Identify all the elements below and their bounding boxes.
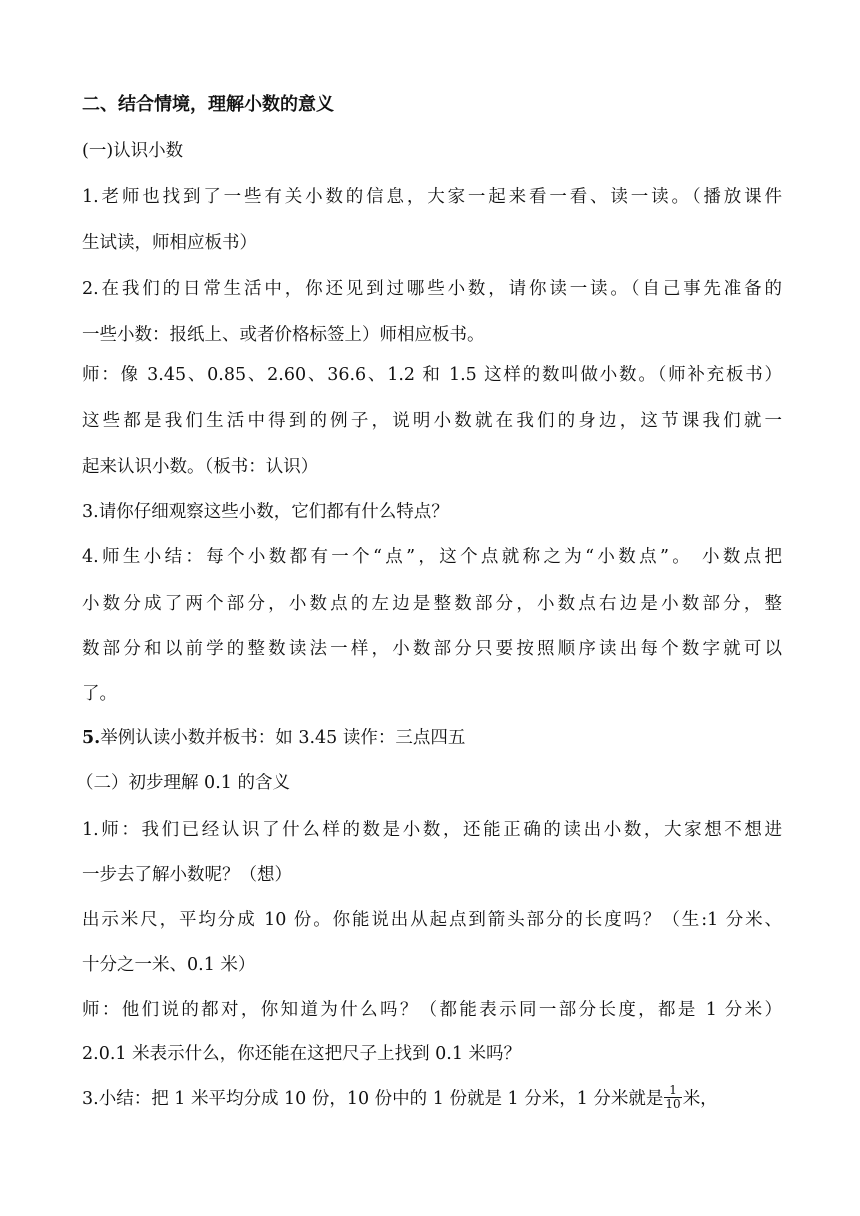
paragraph-line: 师：他们说的都对，你知道为什么吗？（都能表示同一部分长度，都是 1 分米） [82, 1000, 782, 1020]
subsection-title: （二）初步理解 0.1 的含义 [76, 773, 290, 793]
paragraph-line: 出示米尺，平均分成 10 份。你能说出从起点到箭头部分的长度吗？（生:1 分米、 [82, 910, 782, 930]
paragraph-line: 1.老师也找到了一些有关小数的信息，大家一起来看一看、读一读。（播放课件 [82, 187, 782, 207]
paragraph-line: 数部分和以前学的整数读法一样，小数部分只要按照顺序读出每个数字就可以 [82, 639, 782, 659]
paragraph-line: 小数分成了两个部分，小数点的左边是整数部分，小数点右边是小数部分，整 [82, 594, 782, 614]
paragraph-line: 生试读，师相应板书） [82, 233, 257, 253]
section-heading: 二、结合情境，理解小数的意义 [82, 94, 334, 115]
fraction [664, 1084, 681, 1111]
paragraph-line: 起来认识小数。（板书：认识） [82, 457, 319, 477]
paragraph-text: 3.小结：把 1 米平均分成 10 份，10 份中的 1 份就是 1 分米，1 分米就是 [82, 1089, 664, 1109]
paragraph-line: 了。 [82, 684, 117, 704]
paragraph-line: 十分之一米、0.1 米） [82, 955, 256, 975]
paragraph-line: 4.师生小结：每个小数都有一个“点”，这个点就称之为“小数点”。 小数点把 [82, 547, 782, 567]
paragraph-line [82, 726, 782, 750]
fraction-numerator: 1 [664, 1084, 681, 1098]
paragraph-line: 1.师：我们已经认识了什么样的数是小数，还能正确的读出小数，大家想不想进 [82, 820, 782, 840]
paragraph-line: 这些都是我们生活中得到的例子，说明小数就在我们的身边，这节课我们就一 [82, 411, 782, 431]
paragraph-line: 一些小数：报纸上、或者价格标签上）师相应板书。 [82, 325, 485, 345]
paragraph-line [82, 1083, 782, 1113]
fraction-denominator: 10 [665, 1097, 681, 1111]
paragraph-line: 3.请你仔细观察这些小数，它们都有什么特点？ [82, 502, 449, 522]
paragraph-line: 2.在我们的日常生活中，你还见到过哪些小数，请你读一读。（自己事先准备的 [82, 279, 782, 299]
paragraph-text: 米， [682, 1089, 718, 1109]
paragraph-line: 一步去了解小数呢？（想） [82, 865, 292, 885]
paragraph-line: 2.0.1 米表示什么，你还能在这把尺子上找到 0.1 米吗？ [82, 1044, 522, 1064]
paragraph-text: 举例认读小数并板书：如 3.45 读作：三点四五 [100, 728, 466, 748]
subsection-title: (一)认识小数 [82, 141, 184, 161]
list-number: 5. [82, 728, 101, 748]
paragraph-line: 师：像 3.45、0.85、2.60、36.6、1.2 和 1.5 这样的数叫做小数。（师补充板书） [82, 365, 782, 385]
